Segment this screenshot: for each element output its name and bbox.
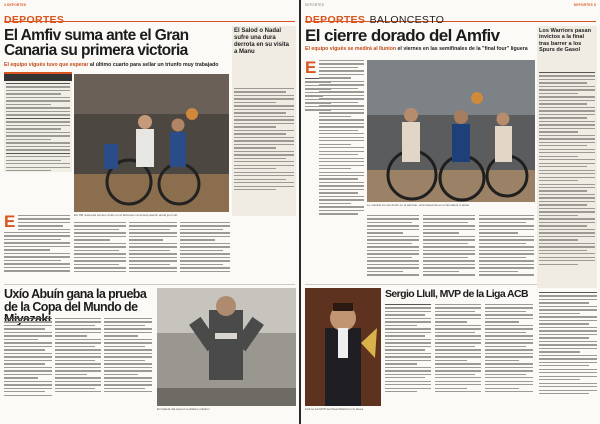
stats-box — [4, 72, 72, 172]
left-dropcap: E — [4, 212, 16, 231]
left-body-col-3 — [129, 222, 177, 274]
left-section-label: DEPORTES — [4, 14, 65, 26]
right-folio: DEPORTES 5 — [573, 3, 596, 7]
left-body-col-2 — [74, 222, 126, 274]
left-headline: El Amfiv suma ante el Gran Canaria su primera victoria — [4, 27, 189, 59]
right-folio-left: DEPORTES — [305, 3, 325, 7]
llull-body-col-2 — [435, 304, 481, 395]
uxio-body-col-3 — [104, 318, 152, 395]
uxio-caption: El triatleta dal assent ventilates sulafcor — [157, 407, 210, 411]
uxio-body-col-1 — [4, 318, 52, 398]
llull-photo — [305, 288, 381, 406]
right-section-sublabel: BALONCESTO — [369, 14, 445, 26]
llull-body-col-4 — [539, 292, 597, 397]
right-sidebar-body — [539, 72, 595, 267]
left-sidebar-headline: El Salod o Nadal sufre una dura derrota en su visita a Manu — [234, 28, 290, 55]
left-photo-caption: Ein 88r autocrad sel dev Amfiv en el lalmsnen ca antesp alectin amiel jucu inti. — [74, 213, 178, 217]
left-sidebar — [232, 26, 296, 216]
stats-box-header — [4, 74, 72, 81]
uxio-body-col-2 — [55, 318, 101, 395]
left-sidebar-body — [234, 88, 294, 193]
right-sidebar — [537, 26, 597, 288]
right-photo-caption: Lo mastrat ins del Amfiv en el parnato, enla fasted da es ucrtomatent d ebalo. — [367, 203, 470, 207]
left-divider — [4, 284, 295, 285]
right-section-label: DEPORTES — [305, 14, 366, 26]
right-page — [301, 0, 600, 424]
left-section-header — [4, 10, 295, 26]
right-body-col-4 — [479, 215, 534, 278]
uxio-photo — [157, 288, 296, 406]
left-body-col-1 — [18, 215, 70, 232]
left-body-col-1b — [4, 232, 70, 274]
right-subhead: El equipo viguès se medirá al Ilunion el viernes en las semifinales de la "final four" liguera — [305, 46, 528, 52]
left-page — [0, 0, 299, 424]
right-dropcap: E — [305, 58, 317, 77]
llull-headline: Sergio Llull, MVP de la Liga ACB — [385, 288, 528, 300]
left-folio: 4 DEPORTES — [4, 3, 27, 7]
right-body-col-2 — [367, 215, 419, 278]
left-body-col-4 — [180, 222, 230, 274]
uxio-headline: Uxío Abuín gana la prueba de la Copa del Mundo de — [4, 287, 147, 314]
right-headline: El cierre dorado del Amfiv — [305, 26, 500, 45]
llull-caption: Llull se ba MVP del Real Madrid en la fasea — [305, 407, 364, 411]
llull-body-col-3 — [485, 304, 533, 395]
right-divider — [305, 284, 537, 285]
llull-body-col-1 — [385, 304, 431, 395]
left-subhead: El equipo viguès tuvo que esperar al último cuarto para sellar un triunfo muy trabajado — [4, 62, 219, 68]
right-sidebar-headline: Los Warriors pasan invictos a la final tras barrer a los Spurs de Gasol — [539, 28, 592, 54]
left-main-photo — [74, 74, 229, 212]
right-section-header — [305, 10, 596, 26]
right-main-photo — [367, 60, 535, 202]
right-body-col-3 — [423, 215, 475, 278]
right-body-col-1 — [319, 60, 364, 217]
